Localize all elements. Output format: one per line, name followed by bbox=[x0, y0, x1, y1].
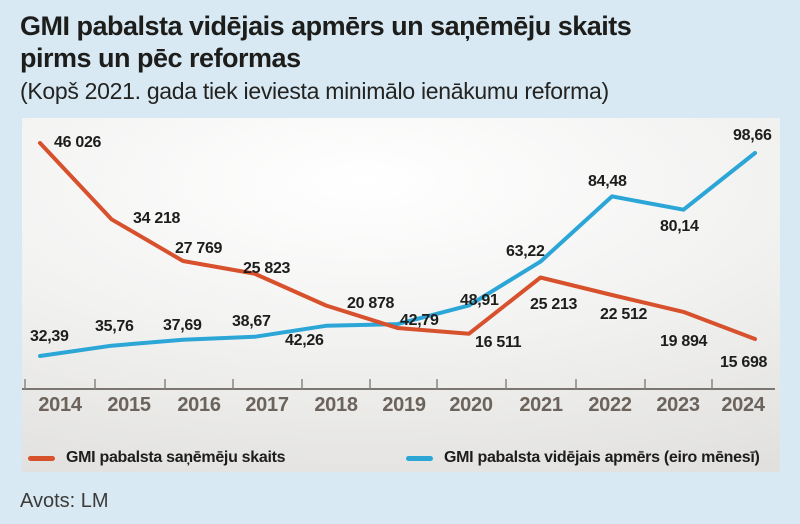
x-axis-label-2017: 2017 bbox=[245, 394, 289, 416]
legend-swatch-amount bbox=[406, 456, 433, 461]
x-axis-label-2019: 2019 bbox=[382, 394, 426, 416]
data-label-recipients-2017: 25 823 bbox=[243, 260, 291, 277]
chart-subtitle: (Kopš 2021. gada tiek ieviesta minimālo ienākumu reforma) bbox=[20, 78, 609, 104]
data-label-amount-2014: 32,39 bbox=[30, 328, 69, 345]
legend-swatch-recipients bbox=[28, 456, 55, 461]
x-axis-label-2014: 2014 bbox=[38, 394, 82, 416]
x-axis-label-2021: 2021 bbox=[519, 394, 563, 416]
x-axis-label-2023: 2023 bbox=[656, 394, 700, 416]
data-label-amount-2016: 37,69 bbox=[163, 317, 202, 334]
data-label-amount-2019: 42,79 bbox=[400, 312, 439, 329]
data-label-amount-2017: 38,67 bbox=[232, 313, 271, 330]
x-axis-label-2020: 2020 bbox=[449, 394, 493, 416]
data-label-recipients-2022: 22 512 bbox=[600, 306, 648, 323]
legend-item-amount bbox=[406, 448, 760, 468]
data-label-recipients-2024: 15 698 bbox=[720, 354, 768, 371]
data-label-amount-2022: 84,48 bbox=[588, 173, 627, 190]
amount-line bbox=[40, 153, 755, 356]
legend-label-recipients: GMI pabalsta saņēmēju skaits bbox=[66, 449, 286, 466]
x-axis-label-2015: 2015 bbox=[107, 394, 151, 416]
data-label-amount-2023: 80,14 bbox=[660, 218, 699, 235]
data-label-recipients-2015: 34 218 bbox=[133, 210, 181, 227]
x-axis-label-2022: 2022 bbox=[588, 394, 632, 416]
source-note: Avots: LM bbox=[20, 490, 109, 512]
data-label-amount-2018: 42,26 bbox=[285, 332, 324, 349]
chart-plot bbox=[22, 118, 780, 472]
data-label-amount-2021: 63,22 bbox=[506, 243, 545, 260]
chart-title-line2: pirms un pēc reformas bbox=[20, 43, 301, 73]
data-label-amount-2015: 35,76 bbox=[95, 318, 134, 335]
data-label-recipients-2014: 46 026 bbox=[54, 134, 102, 151]
x-axis-label-2024: 2024 bbox=[721, 394, 765, 416]
chart-area bbox=[22, 118, 780, 472]
chart-header bbox=[20, 10, 780, 105]
data-label-recipients-2021: 25 213 bbox=[530, 296, 578, 313]
data-label-recipients-2023: 19 894 bbox=[660, 333, 708, 350]
chart-title bbox=[20, 10, 780, 74]
data-label-recipients-2016: 27 769 bbox=[175, 240, 223, 257]
x-axis-label-2018: 2018 bbox=[314, 394, 358, 416]
data-label-amount-2020: 48,91 bbox=[460, 292, 499, 309]
data-label-recipients-2018: 20 878 bbox=[347, 295, 395, 312]
recipients-line bbox=[40, 143, 755, 339]
chart-title-line1: GMI pabalsta vidējais apmērs un saņēmēju skaits bbox=[20, 11, 632, 41]
data-label-recipients-2020: 16 511 bbox=[475, 334, 522, 351]
legend-item-recipients bbox=[28, 448, 285, 468]
x-axis-label-2016: 2016 bbox=[177, 394, 221, 416]
data-label-amount-2024: 98,66 bbox=[733, 127, 772, 144]
legend-label-amount: GMI pabalsta vidējais apmērs (eiro mēnesī) bbox=[444, 449, 760, 466]
